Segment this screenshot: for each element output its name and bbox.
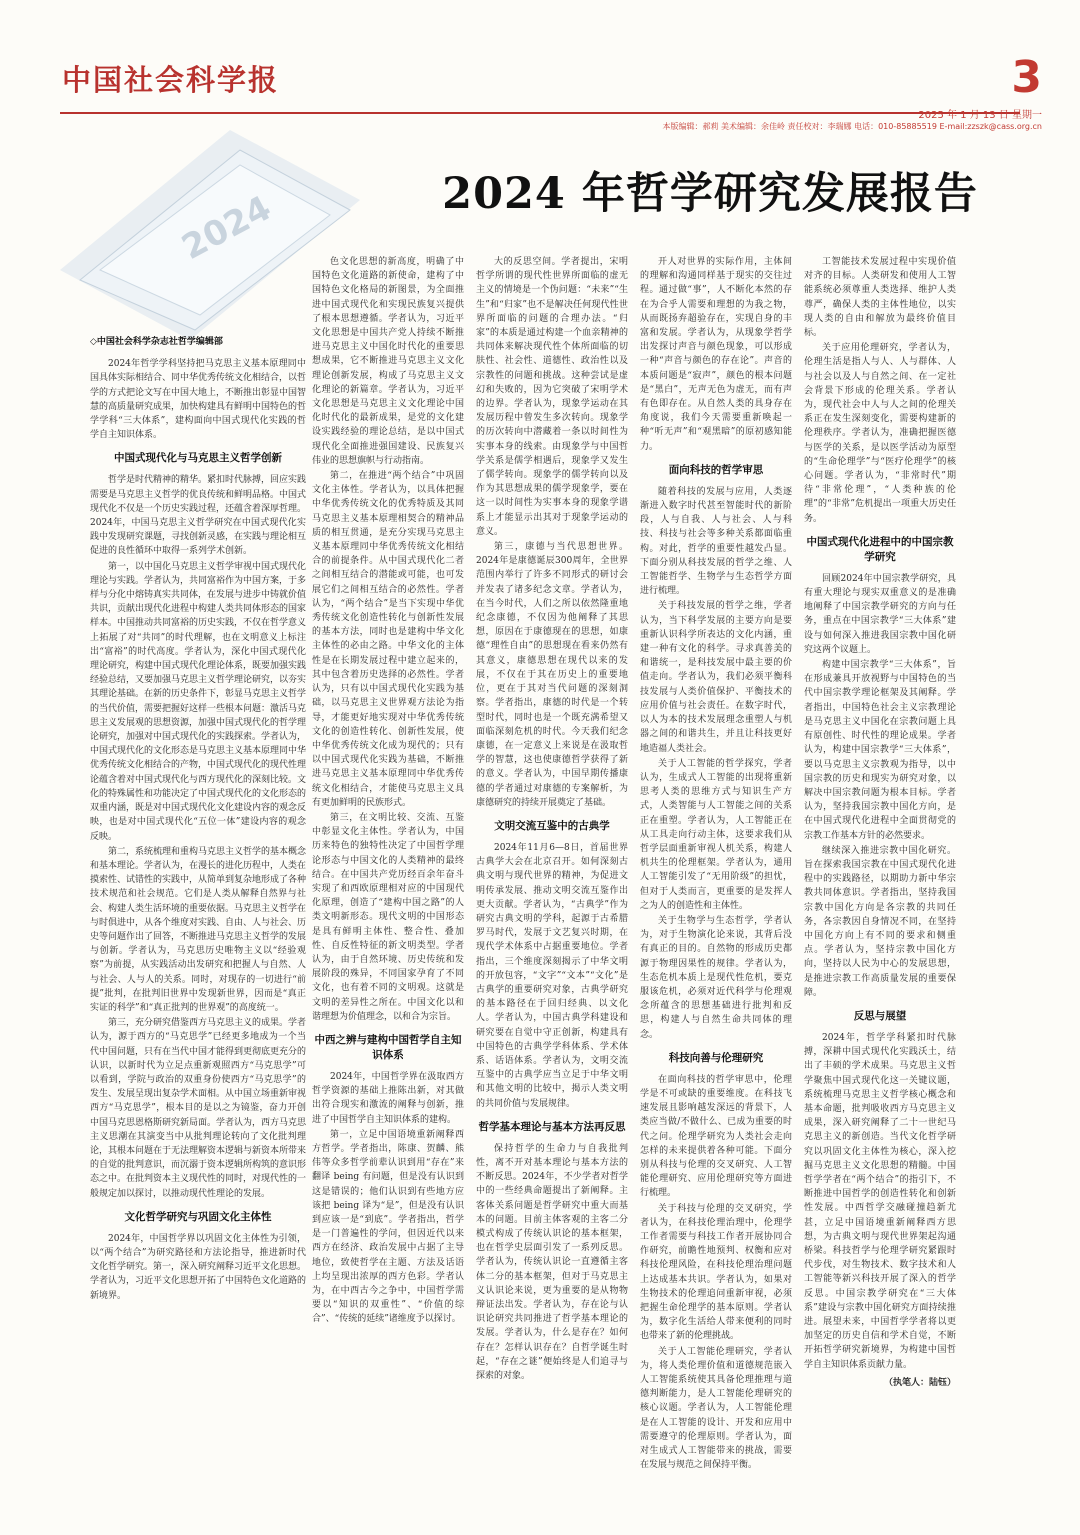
dateline: 2025 年 1 月 13 日 星期一: [918, 110, 1042, 121]
section-title: 中国式现代化进程中的中国宗教学研究: [806, 535, 954, 563]
paragraph: 第三，在文明比较、交流、互鉴中彰显文化主体性。学者认为，中国历来特色的独特性决定了中国哲学理论形态与中国文化的人类精神的最终结合。在中国共产党历经百余年奋斗实现了和西欧原理相对应的中国现代化原理，创造了“建构中国之路”的人类文明新形态。现代文明的中国形态是具有鲜明主体性、整合性、叠加性、自反性特征的新文明类型。学者认为，由于自然环境、历史传统和发展阶段的殊异，不同国家孕育了不同文化，也有着不同的文明观。这就是文明的差异性之所在。中国文化以和谐理想为价值理念，以和合为宗旨。: [312, 812, 464, 1022]
section-title: 科技向善与伦理研究: [668, 1051, 764, 1064]
paragraph: 第一，以中国化马克思主义哲学审视中国式现代化理论与实践。学者认为，共同富裕作为中国方案，于多样与分化中熔铸真实共同体，在发展与进步中铸就价值共识，贡献出现代化进程中构建人类共同体形态的国家样本。中国推动共同富裕的历史实践，不仅在哲学意义上拓展了对“共同”的时代理解，也在文明意义上标注出“富裕”的时代高度。学者认为，深化中国式现代化理论研究，构建中国式现代化理论体系，既要加强实践经验总结，又要加强马克思主义哲学理论研究，以夯实其理论基础。在新的历史条件下，彰显马克思主义哲学的当代价值，需要把握好这样一些根本问题：激活马克思主义发展观的思想资源，加强中国式现代化的哲学理论研究，加强对中国式现代化的实践探索。学者认为，中国式现代化的文化形态是马克思主义基本原理同中华优秀传统文化相结合的产物，中国式现代化的现代性理论蕴含着对中国式现代化与西方现代化的深刻比较。文化的特殊属性和功能决定了中国式现代化的文化形态的双重内涵，既是对中国式现代化文化建设内容的观念反映，也是对中国式现代化“五位一体”建设内容的观念反映。: [90, 561, 306, 842]
section-title: 中西之辨与建构中国哲学自主知识体系: [314, 1033, 462, 1061]
intro-paragraph: 2024年哲学学科坚持把马克思主义基本原理同中国具体实际相结合、同中华优秀传统文化相结合，以哲学的方式把论文写在中国大地上，不断推出彰显中国智慧的高质量研究成果，加快构建具有鲜明中国特色的哲学学科“三大体系”，建构面向中国式现代化实践的哲学自主知识体系。: [90, 359, 306, 441]
editors-line: 本版编辑：郝莉 美术编辑：余佳岭 责任校对：李瑞娜 电话：010-85885519 E-mail:zzszk@cass.org.cn: [662, 122, 1042, 131]
page-number: 3: [1011, 52, 1042, 103]
author-credit: （执笔人：陆钰）: [883, 1377, 956, 1388]
section-title: 哲学基本理论与基本方法再反思: [478, 1120, 626, 1133]
paragraph: 在面向科技的哲学审思中，伦理学是不可或缺的重要维度。在科技飞速发展且影响越发深远的背景下，人类应当做/不做什么、已成为重要的时代之问。伦理学研究为人类社会走向怎样的未来提供着各种可能。下面分别从科技与伦理的交叉研究、人工智能伦理研究、应用伦理研究等方面进行梳理。: [640, 1074, 792, 1199]
byline: ◇中国社会科学杂志社哲学编辑部: [90, 337, 223, 347]
column-2: [312, 255, 464, 1520]
headline: 2024 年哲学研究发展报告: [442, 169, 978, 219]
paragraph: 构建中国宗教学“三大体系”，旨在形成兼具开放视野与中国特色的当代中国宗教学理论框架及其阐释。学者指出，中国特色社会主义宗教理论是马克思主义中国化在宗教问题上具有原创性、时代性的理论成果。学者认为，构建中国宗教学“三大体系”，要以马克思主义宗教观为指导，以中国宗教的历史和现实为研究对象，以解决中国宗教问题为根本目标。学者认为，坚持我国宗教中国化方向，是在中国式现代化进程中全面贯彻党的宗教工作基本方针的必然要求。: [804, 660, 956, 841]
paragraph: 2024年，中国哲学界在汲取西方哲学资源的基础上推陈出新，对其做出符合现实和激流的阐释与创新，推进了中国哲学自主知识体系的建构。: [312, 1071, 464, 1125]
paragraph: 关于科技与伦理的交叉研究，学者认为，在科技伦理治理中，伦理学工作者需要与科技工作者开展协同合作研究，前瞻性地预判、权衡和应对科技伦理风险，在科技伦理治理问题上达成基本共识。学者认为，如果对生物技术的伦理追问重新审视，必须把握生命伦理学的基本原则。学者认为，数字化生活给人带来便利的同时也带来了新的伦理挑战。: [640, 1203, 792, 1342]
paragraph: 继续深入推进宗教中国化研究。旨在探索我国宗教在中国式现代化进程中的实践路径，以期助力新中华宗教共同体意识。学者指出，坚持我国宗教中国化方向是各宗教的共同任务，各宗教因自身情况不同，在坚持中国化方向上有不同的要求和侧重点。学者认为，坚持宗教中国化方向，坚持以人民为中心的发展思想，是推进宗教工作高质量发展的重要保障。: [804, 845, 956, 998]
paragraph: 哲学是时代精神的精华。紧扣时代脉搏，回应实践需要是马克思主义哲学的优良传统和鲜明品格。中国式现代化不仅是一个历史实践过程，还蕴含着深厚哲理。2024年，中国马克思主义哲学研究在中国式现代化实践中发现研究课题，寻找创新灵感，在实践与理论相互促进的良性循环中取得一系列学术创新。: [90, 475, 306, 557]
decor-year: 2024: [175, 188, 278, 268]
paragraph: 关于人工智能伦理研究，学者认为，将人类伦理价值和道德规范嵌入人工智能系统使其具备伦理推理与道德判断能力，是人工智能伦理研究的核心议题。学者认为，人工智能伦理是在人工智能的设计、开发和应用中需要遵守的伦理原则。学者认为，面对生成式人工智能带来的挑战，需要在发展与规范之间保持平衡。: [640, 1346, 792, 1471]
paragraph: 第二，系统梳理和重构马克思主义哲学的基本概念和基本理论。学者认为，在漫长的进化历程中，人类在摸索性、试错性的实践中，从简单到复杂地形成了各种技术规范和社会规范。它们是人类从解释自然界与社会、构建人类生活环境的重要依据。马克思主义哲学在与时俱进中，从各个维度对实践、自由、人与社会、历史等问题作出了回答，不断推进马克思主义哲学的发展与创新。学者认为，马克思历史唯物主义以“经验观察”为前提，从实践活动出发研究和把握人与自然、人与社会、人与人的关系。同时，对现存的一切进行“前提”批判，在批判旧世界中发现新世界，因而是“真正实证的科学”和“真正批判的世界观”的高度统一。: [90, 846, 306, 1013]
paragraph: 2024年11月6—8日，首届世界古典学大会在北京召开。如何深刻古典文明与现代世界的精神，为促进文明传承发展、推动文明交流互鉴作出更大贡献。学者认为，“古典学”作为研究古典文明的学科，起源于古希腊罗马时代，发展于文艺复兴时期，在现代学术体系中占据重要地位。学者指出，三个维度深刻揭示了中华文明的开放包容，“文字”“文本”“文化”是古典学的重要研究对象，古典学研究的基本路径在于回归经典、以文化人。学者认为，中国古典学科建设和研究要在自觉中守正创新，构建具有中国特色的古典学学科体系、学术体系、话语体系。学者认为，文明交流互鉴中的古典学应当立足于中华文明和其他文明的比较中，揭示人类文明的共同价值与发展规律。: [476, 842, 628, 1109]
column-1: [90, 335, 306, 1520]
paragraph: 色文化思想的新高度，明确了中国特色文化道路的新使命，建构了中国特色文化格局的新图景，为全面推进中国式现代化和实现民族复兴提供了根本思想遵循。学者认为，习近平文化思想是中国共产党人持续不断推进马克思主义中国化时代化的重要思想成果，它不断推进马克思主义文化理论创新发展，构成了马克思主义文化理论的新篇章。学者认为，习近平文化思想是马克思主义文化理论中国化时代化的最新成果，是党的文化建设实践经验的理论总结，是以中国式现代化全面推进强国建设、民族复兴伟业的思想旗帜与行动指南。: [312, 257, 464, 466]
paragraph: 第三，充分研究借鉴西方马克思主义的成果。学者认为，源于西方的“马克思学”已经更多地成为一个当代中国问题，只有在当代中国才能得到更彻底更充分的认识，以新时代为立足点重新观照西方“马克思学”可以看到，学院与政治的双重身份使西方“马克思学”的发生、发展呈现出复杂学术面相。从中国立场重新审视西方“马克思学”，根本目的是以之为镜鉴，奋力开创中国马克思恩格斯研究新局面。学者认为，西方马克思主义思潮在其演变当中从批判理论转向了文化批判理论，其根本问题在于无法理解资本逻辑与新资本所带来的自觉的批判意识，而沉溺于资本逻辑所构筑的意识形态之中。在批判资本主义现代性的同时，对现代性的一般规定加以探讨，以推动现代性理论的发展。: [90, 1018, 306, 1199]
paragraph: 关于科技发展的哲学之维，学者认为，当下科学发展的主要方向是要重新认识科学所表达的文化内涵，重建一种有文化的科学。寻求真善美的和谐统一，是科技发展中最主要的价值走向。学者认为，我们必须平衡科技发展与人类价值保护、平衡技术的应用价值与社会责任。在数字时代，以人为本的技术发展理念重塑人与机器之间的和谐共生，并且让科技更好地造福人类社会。: [640, 601, 792, 754]
paragraph: 第三，康德与当代思想世界。2024年是康德诞辰300周年，全世界范围内举行了许多不同形式的研讨会并发表了诸多纪念文章。学者认为，在当今时代，人们之所以依然隆重地纪念康德，不仅因为他阐释了其思想，原因在于康德现在的思想，如康德“理性自由”的思想现在看来仍然有其意义，康德思想在现代以来的发展，不仅在于其在历史上的重要地位，更在于其对当代问题的深刻洞察。学者指出，康德的时代是一个转型时代，同时也是一个既充满希望又面临深刻危机的时代。今天我们纪念康德，在一定意义上来说是在汲取哲学的智慧，这也使康德哲学获得了新的意义。学者认为，中国早期传播康德的学者通过对康德的专案解析，为康德研究的持续开展奠定了基础。: [476, 542, 628, 808]
column-5: [804, 255, 956, 1520]
column-4: [640, 255, 792, 1520]
section-title: 反思与展望: [853, 1009, 907, 1022]
section-title: 文化哲学研究与巩固文化主体性: [124, 1210, 272, 1223]
paragraph: 工智能技术发展过程中实现价值对齐的目标。人类研发和使用人工智能系统必须尊重人类选择、维护人类尊严，确保人类的主体性地位，以实现人类的自由和解放为最终价值目标。: [804, 257, 956, 339]
section-title: 面向科技的哲学审思: [668, 463, 764, 476]
section-title: 中国式现代化与马克思主义哲学创新: [114, 452, 282, 465]
paragraph: 大的反思空间。学者提出，宋明哲学所谓的现代性世界所面临的虚无主义的情境是一个伪问题：“未来”“生生”和“归家”也不是解决任何现代性世界所面临的问题的合理办法。“归家”的本质是通过构建一个血亲精神的共同体来解决现代性个体所面临的切肤性、社会性、道德性、政治性以及宗教性的问题和挑战。这种尝试是虚幻和失败的，因为它突破了宋明学术的边界。学者认为，现象学运动在其发展历程中曾发生多次转向。现象学的历次转向中潜藏着一条以时间性为实事本身的线索。由现象学与中国哲学关系是儒学相遇后，现象学又发生了儒学转向。现象学的儒学转向以及作为其思想成果的儒学现象学，要在这一以时间性为实事本身的现象学谱系上才能显示出其对于现象学运动的意义。: [476, 257, 628, 537]
article-body: [90, 255, 1040, 1520]
paragraph: 关于人工智能的哲学探究，学者认为，生成式人工智能的出现将重新思考人类的思维方式与知识生产方式，人类智能与人工智能之间的关系正在重塑。学者认为，人工智能正在从工具走向行动主体，这要求我们从哲学层面重新审视人机关系，构建人机共生的伦理框架。学者认为，通用人工智能引发了“无用阶级”的担忧，但对于人类而言，更重要的是发挥人之为人的创造性和主体性。: [640, 758, 792, 911]
paragraph: 回顾2024年中国宗教学研究，具有重大理论与现实双重意义的是准确地阐释了中国宗教学研究的方向与任务，重点在中国宗教学“三大体系”建设与如何深入推进我国宗教中国化研究这两个议题上。: [804, 573, 956, 655]
section-title: 文明交流互鉴中的古典学: [494, 819, 610, 832]
paragraph: 第一，立足中国语境重新阐释西方哲学。学者指出，陈康、贺麟、熊伟等众多哲学前辈认识到用“存在”来翻译 being 有问题，但是没有认识到这是错误的；他们认识到有些地方应该把 being 译为“是”，但是没有认识到应该一是“到底”。学者指出，哲学是一门普遍性的学问，但因近代以来西方在经济、政治发展中占据了主导地位，致使哲学在主题、方法及话语上均呈现出浓厚的西方色彩。学者认为，在中西古今之争中，中国哲学需要以“知识的双重性”、“价值的综合”、“传统的延续”诸维度予以探讨。: [312, 1129, 464, 1325]
paragraph: 2024年，中国哲学界以巩固文化主体性为引领，以“两个结合”为研究路径和方法论指导，推进新时代文化哲学研究。第一，深入研究阐释习近平文化思想。学者认为，习近平文化思想开拓了中国特色文化道路的新境界。: [90, 1233, 306, 1301]
paragraph: 关于应用伦理研究，学者认为，伦理生活是指人与人、人与群体、人与社会以及人与自然之间、在一定社会背景下形成的伦理关系。学者认为，现代社会中人与人之间的伦理关系正在发生深刻变化，需要构建新的伦理秩序。学者认为，准确把握医德与医学的关系，是以医学活动为原型的“生命伦理学”与“医疗伦理学”的核心问题。学者认为，“非常时代”期待“非常伦理”，“人类种族的伦理”的“非常”危机提出一项重大历史任务。: [804, 343, 956, 524]
paragraph: 2024年，哲学学科紧扣时代脉搏，深耕中国式现代化实践沃土，结出了丰硕的学术成果。马克思主义哲学聚焦中国式现代化这一关键议题，系统梳理马克思主义哲学核心概念和基本命题，批判吸收西方马克思主义成果，深入研究阐释了二十一世纪马克思主义的新创造。当代文化哲学研究以巩固文化主体性为核心，深入挖掘马克思主义文化思想的精髓。中国哲学学者在“两个结合”的指引下，不断推进中国哲学的创造性转化和创新性发展。中西哲学交融碰撞趋新尤甚，立足中国语境重新阐释西方思想，为古典文明与现代世界架起沟通桥梁。科技哲学与伦理学研究紧跟时代步伐，对生物技术、数字技术和人工智能等新兴科技开展了深入的哲学反思。中国宗教学研究在“三大体系”建设与宗教中国化研究方面持续推进。展望未来，中国哲学学者将以更加坚定的历史自信和学术自觉，不断开拓哲学研究新境界，为构建中国哲学自主知识体系贡献力量。: [804, 1032, 956, 1370]
paragraph: 第二，在推进“两个结合”中巩固文化主体性。学者认为，以具体把握中华优秀传统文化的优秀特质及其同马克思主义基本原理相契合的精神品质的相互贯通，是充分实现马克思主义基本原理同中华优秀传统文化相结合的前提条件。从中国式现代化二者之间相互结合的潜能或可能，也可发展它们之间相互结合的必然性。学者认为，“两个结合”是当下实现中华优秀传统文化创造性转化与创新性发展的基本方法，同时也是建构中华文化主体性的必由之路。中华文化的主体性是在长期发展过程中建立起来的，其中包含着历史选择的必然性。学者认为，只有以中国式现代化实践为基础，以马克思主义世界观方法论为指导，才能更好地实现对中华优秀传统文化的创造性转化、创新性发展，使中华优秀传统文化成为现代的；只有以中国式现代化实践为基础，不断推进马克思主义基本原理同中华优秀传统文化相结合，才能使马克思主义具有更加鲜明的民族形式。: [312, 471, 464, 808]
paragraph: 关于生物学与生态哲学，学者认为，对于生物演化论来说，其背后没有真正的目的。自然物的形成历史都源于物理因果性的规律。学者认为，生态危机本质上是现代性危机，要克服该危机，必须对近代科学与伦理观念所蕴含的思想基础进行批判和反思，构建人与自然生命共同体的理念。: [640, 915, 792, 1040]
paragraph: 开人对世界的实际作用，主体间的理解和沟通同样基于现实的交往过程。通过做“事”，人不断化本然的存在为合乎人需要和理想的为我之物，从而既扬弃超验存在，实现自身的丰富和发展。学者认为，从现象学哲学出发探讨声音与颜色现象，可以形成一种“声音与颜色的存在论”。声音的本质问题是“寂声”，颜色的根本问题是“黑白”，无声无色为虚无，而有声有色即存在。从自然人类的具身存在角度说，我们今天需要重新唤起一种“听无声”和“观黑暗”的原初感知能力。: [640, 257, 792, 452]
paragraph: 随着科技的发展与应用，人类逐渐进入数字时代甚至智能时代的新阶段，人与自我、人与社会、人与科技、科技与社会等多种关系都面临重构。对此，哲学的重要性越发凸显。下面分别从科技发展的哲学之维、人工智能哲学、生物学与生态哲学方面进行梳理。: [640, 486, 792, 597]
masthead-logo: 中国社会科学报: [62, 63, 280, 97]
column-3: [476, 255, 628, 1520]
paragraph: 保持哲学的生命力与自我批判性，离不开对基本理论与基本方法的不断反思。2024年，不少学者对哲学中的一些经典命题提出了新阐释。主客体关系问题是哲学研究中重大而基本的问题。目前主体客观的主客二分模式构成了传统认识论的基本框架，也在哲学史层面引发了一系列反思。学者认为，传统认识论一直遵循主客体二分的基本框架，但对于马克思主义认识论来说，更为重要的是从物物辩证法出发。学者认为，存在论与认识论研究共同推进了哲学基本理论的发展。学者认为，什么是存在？如何存在？怎样认识存在？自哲学诞生时起，“存在之谜”便始终是人们追寻与探索的对象。: [476, 1143, 628, 1382]
